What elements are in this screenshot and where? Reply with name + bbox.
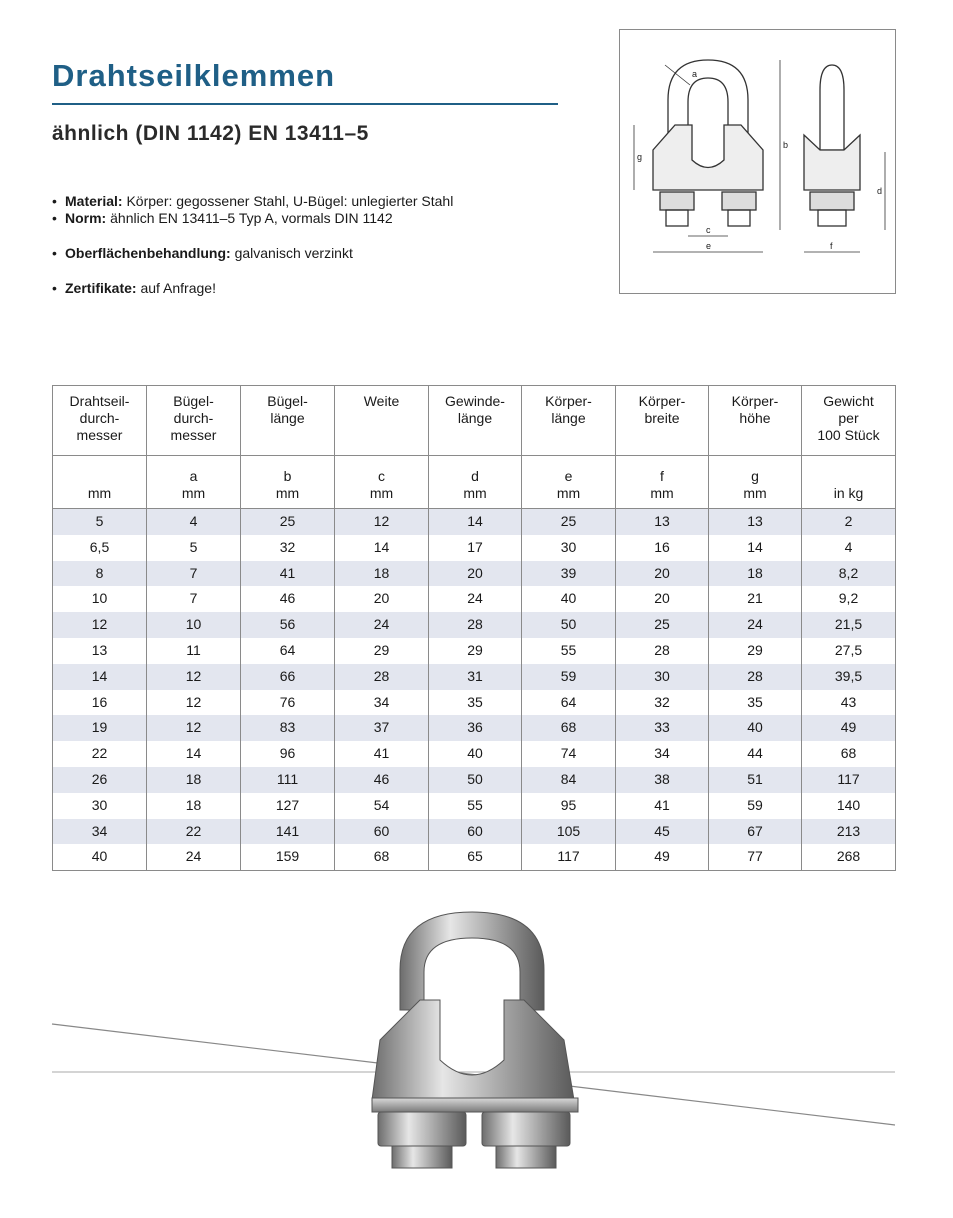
table-cell: 25	[616, 612, 709, 638]
table-cell: 32	[616, 690, 709, 716]
table-row	[53, 586, 896, 612]
column-unit	[709, 456, 802, 509]
column-header	[802, 386, 896, 456]
table-cell: 25	[522, 509, 616, 535]
dim-label-c: c	[706, 225, 711, 235]
bullet-surface	[52, 245, 482, 262]
table-cell: 76	[241, 690, 335, 716]
page-title: Drahtseilklemmen	[52, 58, 336, 93]
table-cell: 32	[241, 535, 335, 561]
page-subtitle: ähnlich (DIN 1142) EN 13411–5	[52, 122, 369, 145]
table-cell: 140	[802, 793, 896, 819]
feature-list	[52, 193, 482, 297]
table-cell: 30	[53, 793, 147, 819]
bullet-material	[52, 193, 482, 210]
table-cell: 12	[147, 690, 241, 716]
table-cell: 31	[429, 664, 522, 690]
column-unit-line: in kg	[833, 485, 864, 501]
table-row	[53, 561, 896, 587]
table-cell: 9,2	[802, 586, 896, 612]
column-header-line: messer	[170, 427, 217, 443]
dim-label-e: e	[706, 241, 712, 251]
table-cell: 67	[709, 819, 802, 845]
table-cell: 16	[53, 690, 147, 716]
table-cell: 5	[147, 535, 241, 561]
table-cell: 22	[147, 819, 241, 845]
table-cell: 34	[616, 741, 709, 767]
table-cell: 14	[147, 741, 241, 767]
clamp-product-illustration	[0, 900, 953, 1200]
table-cell: 66	[241, 664, 335, 690]
table-cell: 40	[53, 844, 147, 870]
column-unit-line: mm	[650, 485, 674, 501]
column-unit	[147, 456, 241, 509]
table-cell: 18	[335, 561, 429, 587]
table-cell: 12	[147, 715, 241, 741]
column-unit-line: mm	[369, 485, 394, 501]
table-row	[53, 844, 896, 870]
column-unit-line: c	[378, 468, 385, 484]
column-header-line: Körper-	[638, 393, 686, 409]
table-cell: 36	[429, 715, 522, 741]
column-unit-line: mm	[181, 485, 206, 501]
table-cell: 77	[709, 844, 802, 870]
column-unit-line: e	[564, 468, 573, 484]
table-cell: 68	[335, 844, 429, 870]
table-cell: 111	[241, 767, 335, 793]
table-cell: 49	[616, 844, 709, 870]
column-header-line: Körper-	[545, 393, 592, 409]
column-header	[53, 386, 147, 456]
column-header	[429, 386, 522, 456]
table-cell: 74	[522, 741, 616, 767]
table-cell: 28	[335, 664, 429, 690]
table-cell: 28	[616, 638, 709, 664]
table-cell: 29	[709, 638, 802, 664]
column-unit-line: mm	[463, 485, 487, 501]
table-cell: 39	[522, 561, 616, 587]
column-header-line: länge	[457, 410, 493, 426]
table-cell: 13	[709, 509, 802, 535]
table-cell: 41	[241, 561, 335, 587]
table-cell: 7	[147, 586, 241, 612]
table-row	[53, 535, 896, 561]
table-cell: 16	[616, 535, 709, 561]
bullet-label: Norm:	[65, 210, 107, 226]
table-cell: 21,5	[802, 612, 896, 638]
table-cell: 56	[241, 612, 335, 638]
column-unit-line: mm	[743, 485, 767, 501]
table-cell: 43	[802, 690, 896, 716]
column-unit-line: mm	[87, 485, 112, 501]
column-unit-line: d	[471, 468, 479, 484]
column-header-line: 100 Stück	[817, 427, 880, 443]
column-unit-line: b	[283, 468, 292, 484]
dim-label-b: b	[783, 140, 789, 150]
table-cell: 96	[241, 741, 335, 767]
table-cell: 68	[802, 741, 896, 767]
table-cell: 12	[53, 612, 147, 638]
table-cell: 13	[53, 638, 147, 664]
table-cell: 20	[429, 561, 522, 587]
column-unit	[429, 456, 522, 509]
table-cell: 18	[709, 561, 802, 587]
table-cell: 24	[709, 612, 802, 638]
dim-label-g: g	[637, 152, 643, 162]
table-cell: 8,2	[802, 561, 896, 587]
column-header-line: Gewicht	[823, 393, 874, 409]
table-cell: 20	[616, 586, 709, 612]
column-header-line: länge	[551, 410, 586, 426]
table-cell: 14	[429, 509, 522, 535]
table-row	[53, 819, 896, 845]
bullet-text: ähnlich EN 13411–5 Typ A, vormals DIN 1142	[106, 210, 393, 226]
column-header-line: Körper-	[731, 393, 779, 409]
table-cell: 8	[53, 561, 147, 587]
table-header-row	[53, 386, 896, 456]
table-cell: 40	[522, 586, 616, 612]
table-cell: 45	[616, 819, 709, 845]
table-cell: 35	[709, 690, 802, 716]
technical-drawing	[619, 29, 896, 294]
table-cell: 4	[147, 509, 241, 535]
column-header-line: messer	[76, 427, 123, 443]
table-cell: 68	[522, 715, 616, 741]
table-cell: 40	[429, 741, 522, 767]
table-cell: 41	[616, 793, 709, 819]
column-header-line: Weite	[363, 393, 400, 409]
table-cell: 65	[429, 844, 522, 870]
table-cell: 14	[335, 535, 429, 561]
table-cell: 5	[53, 509, 147, 535]
table-row	[53, 509, 896, 535]
table-cell: 33	[616, 715, 709, 741]
column-header-line: Bügel-	[267, 393, 308, 409]
table-cell: 51	[709, 767, 802, 793]
table-cell: 105	[522, 819, 616, 845]
column-header	[147, 386, 241, 456]
column-unit	[616, 456, 709, 509]
table-cell: 22	[53, 741, 147, 767]
table-cell: 159	[241, 844, 335, 870]
table-cell: 38	[616, 767, 709, 793]
table-cell: 27,5	[802, 638, 896, 664]
column-header	[241, 386, 335, 456]
table-cell: 60	[429, 819, 522, 845]
bullet-norm	[52, 210, 482, 227]
table-row	[53, 664, 896, 690]
dim-label-d: d	[877, 186, 883, 196]
column-header-line: Gewinde-	[445, 393, 505, 409]
bullet-text: galvanisch verzinkt	[230, 245, 353, 261]
table-cell: 46	[241, 586, 335, 612]
table-cell: 268	[802, 844, 896, 870]
table-unit-row	[53, 456, 896, 509]
table-cell: 29	[429, 638, 522, 664]
table-cell: 21	[709, 586, 802, 612]
table-cell: 35	[429, 690, 522, 716]
table-cell: 12	[147, 664, 241, 690]
bullet-label: Material:	[65, 193, 123, 209]
table-cell: 95	[522, 793, 616, 819]
table-cell: 127	[241, 793, 335, 819]
table-cell: 6,5	[53, 535, 147, 561]
table-cell: 18	[147, 793, 241, 819]
title-divider	[52, 103, 558, 105]
dim-label-f: f	[830, 241, 833, 251]
table-cell: 4	[802, 535, 896, 561]
column-header	[616, 386, 709, 456]
dim-label-a: a	[692, 69, 698, 79]
table-cell: 54	[335, 793, 429, 819]
bullet-label: Zertifikate:	[65, 280, 137, 296]
table-cell: 59	[522, 664, 616, 690]
column-unit	[522, 456, 616, 509]
table-cell: 14	[53, 664, 147, 690]
table-cell: 2	[802, 509, 896, 535]
table-cell: 17	[429, 535, 522, 561]
table-cell: 50	[522, 612, 616, 638]
table-cell: 34	[335, 690, 429, 716]
table-cell: 28	[429, 612, 522, 638]
table-cell: 25	[241, 509, 335, 535]
column-header-line: durch-	[79, 410, 120, 426]
table-cell: 60	[335, 819, 429, 845]
table-cell: 20	[335, 586, 429, 612]
table-cell: 41	[335, 741, 429, 767]
table-row	[53, 741, 896, 767]
table-row	[53, 767, 896, 793]
clamp-dimension-drawing	[620, 30, 895, 293]
table-cell: 84	[522, 767, 616, 793]
table-row	[53, 638, 896, 664]
clamp-body	[372, 912, 578, 1168]
table-cell: 39,5	[802, 664, 896, 690]
column-header	[709, 386, 802, 456]
table-cell: 37	[335, 715, 429, 741]
table-cell: 50	[429, 767, 522, 793]
column-header-line: Drahtseil-	[69, 393, 130, 409]
column-unit-line: mm	[556, 485, 581, 501]
column-unit-line: f	[660, 468, 664, 484]
table-cell: 213	[802, 819, 896, 845]
table-cell: 20	[616, 561, 709, 587]
specification-table	[52, 385, 896, 871]
bullet-certificates	[52, 280, 482, 297]
column-unit-line: a	[189, 468, 198, 484]
table-cell: 18	[147, 767, 241, 793]
column-unit	[335, 456, 429, 509]
table-cell: 141	[241, 819, 335, 845]
bullet-label: Oberflächenbehandlung:	[65, 245, 231, 261]
column-header-line: breite	[644, 410, 680, 426]
table-cell: 44	[709, 741, 802, 767]
table-cell: 59	[709, 793, 802, 819]
table-cell: 13	[616, 509, 709, 535]
column-header-line: Bügel-	[173, 393, 214, 409]
table-cell: 46	[335, 767, 429, 793]
table-cell: 55	[522, 638, 616, 664]
column-header-line: per	[838, 410, 859, 426]
column-header	[335, 386, 429, 456]
table-cell: 64	[522, 690, 616, 716]
table-cell: 7	[147, 561, 241, 587]
table-cell: 26	[53, 767, 147, 793]
column-header	[522, 386, 616, 456]
bullet-text: auf Anfrage!	[136, 280, 216, 296]
table-cell: 55	[429, 793, 522, 819]
column-header-line: höhe	[739, 410, 771, 426]
table-cell: 24	[147, 844, 241, 870]
table-cell: 40	[709, 715, 802, 741]
table-cell: 29	[335, 638, 429, 664]
table-cell: 49	[802, 715, 896, 741]
table-cell: 30	[616, 664, 709, 690]
bullet-text: Körper: gegossener Stahl, U-Bügel: unlegierter Stahl	[122, 193, 454, 209]
table-cell: 117	[802, 767, 896, 793]
table-cell: 117	[522, 844, 616, 870]
table-cell: 11	[147, 638, 241, 664]
table-cell: 30	[522, 535, 616, 561]
table-cell: 34	[53, 819, 147, 845]
table-row	[53, 715, 896, 741]
table-row	[53, 612, 896, 638]
column-unit-line: g	[751, 468, 759, 484]
table-cell: 24	[429, 586, 522, 612]
table-cell: 10	[53, 586, 147, 612]
column-header-line: länge	[270, 410, 305, 426]
table-cell: 64	[241, 638, 335, 664]
column-unit-line	[802, 468, 895, 485]
table-cell: 12	[335, 509, 429, 535]
column-unit-line: mm	[275, 485, 300, 501]
table-cell: 10	[147, 612, 241, 638]
table-row	[53, 793, 896, 819]
column-header-line: durch-	[173, 410, 214, 426]
column-unit-line	[53, 468, 146, 485]
table-row	[53, 690, 896, 716]
table-cell: 14	[709, 535, 802, 561]
column-unit	[802, 456, 896, 509]
column-unit	[241, 456, 335, 509]
table-cell: 28	[709, 664, 802, 690]
table-cell: 83	[241, 715, 335, 741]
table-cell: 19	[53, 715, 147, 741]
column-unit	[53, 456, 147, 509]
table-cell: 24	[335, 612, 429, 638]
